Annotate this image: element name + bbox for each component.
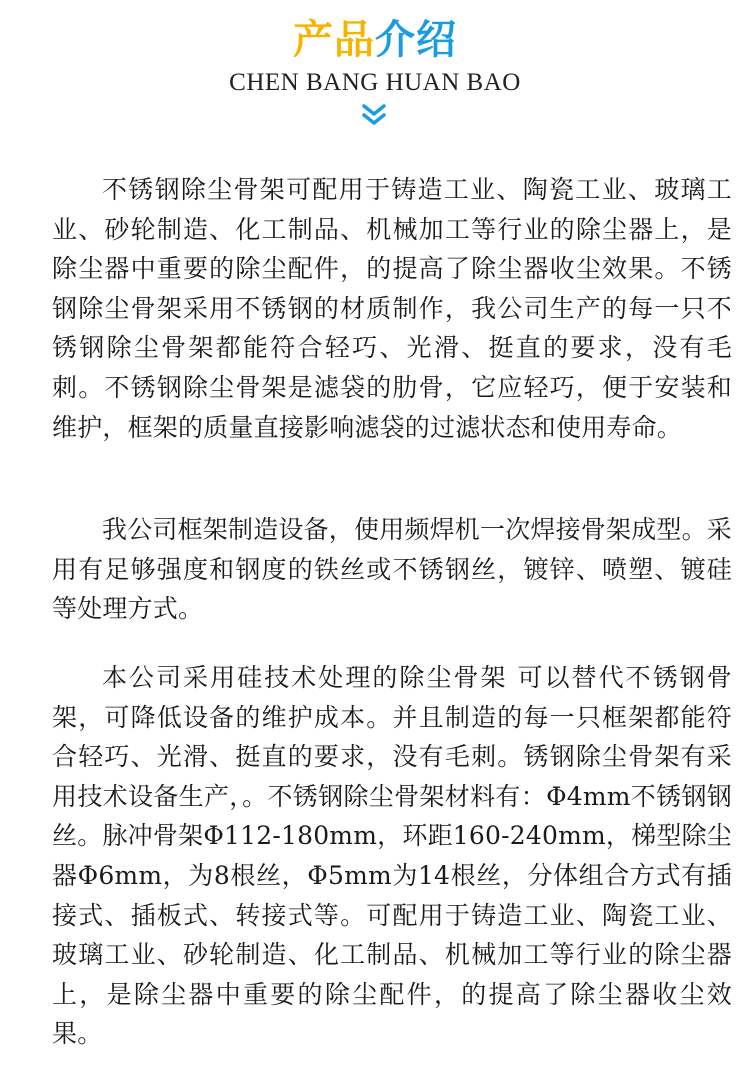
paragraph-2: 我公司框架制造设备，使用频焊机一次焊接骨架成型。采用有足够强度和钢度的铁丝或不锈钢丝，镀锌、喷塑、镀硅等处理方式。	[52, 515, 733, 624]
page-subtitle: CHEN BANG HUAN BAO	[229, 69, 521, 96]
double-chevron-down-icon	[361, 104, 387, 126]
title-part-2: 介绍	[375, 17, 457, 63]
header	[0, 0, 750, 130]
page-title	[0, 16, 750, 64]
paragraph-1: 不锈钢除尘骨架可配用于铸造工业、陶瓷工业、玻璃工业、砂轮制造、化工制品、机械加工等行业的除尘器上，是除尘器中重要的除尘配件，的提高了除尘器收尘效果。不锈钢除尘骨架采用不锈钢的材质制作，我公司生产的每一只不锈钢除尘骨架都能符合轻巧、光滑、挺直的要求，没有毛刺。不锈钢除尘骨架是滤袋的肋骨，它应轻巧，便于安装和维护，框架的质量直接影响滤袋的过滤状态和使用寿命。	[52, 175, 732, 442]
title-part-1: 产品	[293, 17, 375, 63]
paragraph-3: 本公司采用硅技术处理的除尘骨架 可以替代不锈钢骨架，可降低设备的维护成本。并且制造的每一只框架都能符合轻巧、光滑、挺直的要求，没有毛刺。锈钢除尘骨架有采用技术设备生产，。不锈钢除尘骨架材料有：Φ4mm不锈钢钢丝。脉冲骨架Φ112-180mm，环距160-240mm，梯型除尘器Φ6mm，为8根丝，Φ5mm为14根丝，分体组合方式有插接式、插板式、转接式等。可配用于铸造工业、陶瓷工业、玻璃工业、砂轮制造、化工制品、机械加工等行业的除尘器上，是除尘器中重要的除尘配件，的提高了除尘器收尘效果。	[52, 663, 732, 1049]
